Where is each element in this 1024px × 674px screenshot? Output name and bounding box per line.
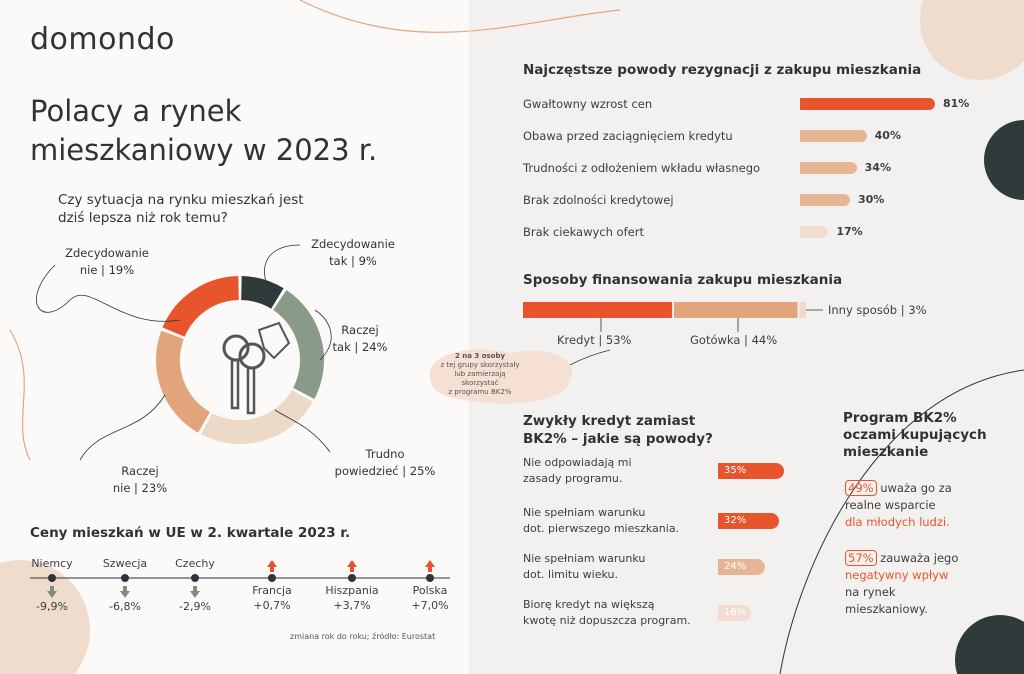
page-title: Polacy a rynek mieszkaniowy w 2023 r.: [30, 94, 378, 167]
reason-bar: [800, 98, 935, 110]
fin-label-kredyt: Kredyt | 53%: [557, 333, 632, 347]
reason-pct: 40%: [874, 129, 901, 142]
fin-segment-gotówka: [674, 302, 797, 318]
country-name: Polska: [412, 584, 448, 597]
country-name: Hiszpania: [325, 584, 379, 597]
connector-raczej-nie: [80, 395, 165, 460]
keys-icon: [204, 318, 294, 418]
label-raczej-tak-line2: tak | 24%: [332, 340, 388, 354]
label-trudno-line1: Trudno: [365, 447, 405, 461]
label-raczej-nie-line1: Raczej: [121, 464, 159, 478]
credit-reason-line1: Nie spełniam warunku: [523, 506, 646, 519]
price-dot: [191, 574, 199, 582]
logo[interactable]: domondo: [30, 22, 175, 57]
credit-pct-pill: 16%: [718, 605, 751, 621]
price-dot: [121, 574, 129, 582]
reason-bar: [800, 194, 850, 206]
country-value: +7,0%: [411, 599, 449, 612]
bk2-stat-negative-line4: mieszkaniowy.: [845, 602, 928, 616]
bk2-stat-negative-line2: negatywny wpływ: [845, 568, 949, 582]
arrow-up-icon: [267, 560, 277, 572]
reason-pct: 17%: [836, 225, 863, 238]
label-zdec-nie-line1: Zdecydowanie: [65, 246, 149, 260]
label-zdec-tak: [303, 236, 403, 270]
bk2-stat-support: [845, 480, 995, 531]
note-line4: z programu BK2%: [448, 388, 512, 396]
arrow-down-icon: [120, 586, 130, 598]
arrow-down-icon: [47, 586, 57, 598]
arrow-up-icon: [347, 560, 357, 572]
credit-title: [523, 412, 713, 448]
reason-label: Brak zdolności kredytowej: [523, 193, 674, 207]
bk2-title: [843, 410, 987, 461]
reason-label: Trudności z odłożeniem wkładu własnego: [523, 161, 761, 175]
price-dot: [48, 574, 56, 582]
note-line3: lub zamierzają skorzystać: [454, 370, 506, 387]
credit-reason-line2: zasady programu.: [523, 472, 623, 485]
connector-raczej-tak: [315, 310, 331, 360]
credit-reason: [523, 551, 703, 583]
decor-circle-dark-right: [984, 120, 1024, 200]
credit-pct-pill: 35%: [718, 463, 784, 479]
decor-line-top: [300, 0, 620, 32]
reason-pct: 34%: [864, 161, 891, 174]
fin-label-gotowka: Gotówka | 44%: [690, 333, 778, 347]
price-dot: [348, 574, 356, 582]
label-zdec-tak-line1: Zdecydowanie: [311, 237, 395, 251]
price-dot: [426, 574, 434, 582]
bk2-stat-support-pct: 49%: [845, 480, 877, 496]
credit-pct-pill: 32%: [718, 513, 779, 529]
credit-reason-line1: Nie odpowiadają mi: [523, 456, 632, 469]
country-name: Szwecja: [102, 557, 148, 570]
country-value: +0,7%: [253, 599, 291, 612]
country-name: Czechy: [175, 557, 215, 570]
bk2-stat-support-line3: dla młodych ludzi.: [845, 515, 950, 529]
label-raczej-tak-line1: Raczej: [341, 323, 379, 337]
arrow-up-icon: [425, 560, 435, 572]
country-name: Francja: [252, 584, 292, 597]
credit-reason-line2: kwotę niż dopuszcza program.: [523, 614, 691, 627]
country-value: -9,9%: [36, 600, 68, 613]
note-line1: 2 na 3 osoby: [454, 352, 506, 360]
connector-zdec-tak: [264, 245, 300, 290]
fin-label-inny: Inny sposób | 3%: [828, 303, 927, 317]
label-raczej-nie-line2: nie | 23%: [112, 481, 168, 495]
reason-label: Obawa przed zaciągnięciem kredytu: [523, 129, 733, 143]
country-name: Niemcy: [31, 557, 73, 570]
reason-bar: [800, 226, 828, 238]
reason-label: Brak ciekawych ofert: [523, 225, 644, 239]
arrow-down-icon: [190, 586, 200, 598]
bk2-stat-negative-pct: 57%: [845, 550, 877, 566]
credit-reason: [523, 597, 703, 629]
label-zdec-tak-line2: tak | 9%: [329, 254, 377, 268]
donut-question: Czy sytuacja na rynku mieszkań jest dziś lepsza niż rok temu?: [58, 192, 304, 226]
bk2-stat-negative-line1: zauważa jego: [880, 551, 959, 565]
label-zdec-nie: [62, 245, 152, 279]
credit-title-line1: Zwykły kredyt zamiast: [523, 413, 696, 429]
bk2-stat-negative-line3: na rynek: [845, 585, 896, 599]
reason-pct: 81%: [943, 97, 970, 110]
reason-bar: [800, 130, 867, 142]
bk2-title-line2: oczami kupujących: [843, 427, 987, 443]
bk2-stat-support-line1: uważa go za: [880, 481, 952, 495]
reason-label: Gwałtowny wzrost cen: [523, 97, 653, 111]
reason-bar: [800, 162, 857, 174]
credit-reason-line2: dot. limitu wieku.: [523, 568, 619, 581]
credit-title-line2: BK2% – jakie są powody?: [523, 431, 713, 447]
label-trudno-line2: powiedzieć | 25%: [334, 464, 436, 478]
label-raczej-nie: [110, 463, 170, 497]
country-value: -2,9%: [179, 600, 211, 613]
credit-reason-line1: Biorę kredyt na większą: [523, 598, 655, 611]
credit-reason-line1: Nie spełniam warunku: [523, 552, 646, 565]
price-dot: [268, 574, 276, 582]
credit-pct-pill: 24%: [718, 559, 765, 575]
financing-note: [435, 352, 525, 397]
financing-title: Sposoby finansowania zakupu mieszkania: [523, 272, 843, 288]
credit-reason: [523, 455, 703, 487]
reason-pct: 30%: [858, 193, 885, 206]
label-raczej-tak: [330, 322, 390, 356]
prices-title: Ceny mieszkań w UE w 2. kwartale 2023 r.: [30, 525, 351, 541]
note-line2: z tej grupy skorzystały: [440, 361, 520, 369]
label-trudno: [325, 446, 445, 480]
country-value: -6,8%: [109, 600, 141, 613]
reasons-title: Najczęstsze powody rezygnacji z zakupu mieszkania: [523, 62, 922, 78]
decor-circle-top-right: [920, 0, 1024, 80]
credit-reason-line2: dot. pierwszego mieszkania.: [523, 522, 680, 535]
fin-segment-inny sposób: [799, 302, 806, 318]
bk2-title-line3: mieszkanie: [843, 444, 929, 460]
decor-circle-dark-bottom: [955, 615, 1024, 674]
country-value: +3,7%: [333, 599, 371, 612]
bk2-stat-support-line2: realne wsparcie: [845, 498, 936, 512]
fin-segment-kredyt: [523, 302, 672, 318]
credit-reason: [523, 505, 703, 537]
bk2-stat-negative: [845, 550, 995, 618]
prices-source: zmiana rok do roku; źródło: Eurostat: [290, 632, 436, 641]
bk2-title-line1: Program BK2%: [843, 410, 957, 426]
label-zdec-nie-line2: nie | 19%: [79, 263, 135, 277]
